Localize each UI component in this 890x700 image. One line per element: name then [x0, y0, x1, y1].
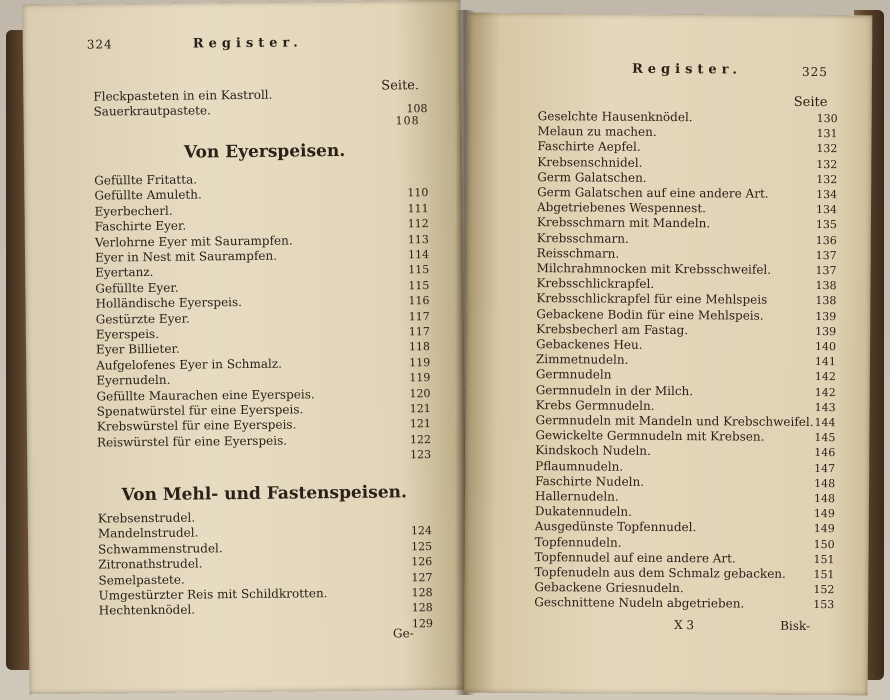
register-entry — [99, 616, 433, 634]
entry-page-number: 142 — [814, 385, 836, 399]
entry-page-number: 142 — [814, 370, 836, 384]
entry-page-number: 153 — [813, 598, 835, 612]
entry-page-number: 115 — [408, 278, 430, 293]
section-title-mehlspeisen: Von Mehl- und Fastenspeisen. — [121, 482, 407, 506]
running-head: Register. — [631, 61, 742, 78]
page-number: 324 — [86, 37, 113, 52]
entry-title: Topfennudel auf eine andere Art. — [534, 549, 736, 566]
entry-title: Zimmetnudeln. — [535, 352, 629, 367]
entry-title: Krebsenstrudel. — [97, 510, 196, 526]
entry-page-number: 134 — [816, 188, 838, 202]
entry-title: Hallernudeln. — [534, 489, 619, 504]
entry-page-number: 138 — [815, 279, 837, 293]
entry-title: Gewickelte Germnudeln mit Krebsen. — [535, 428, 765, 444]
entry-title: Gestürzte Eyer. — [95, 311, 190, 327]
entry-title: Gebackene Griesnudeln. — [534, 580, 684, 596]
entry-page-number: 129 — [411, 616, 433, 631]
column-header: Seite — [793, 94, 828, 111]
entry-page-number: 108 — [406, 102, 428, 116]
entry-title: Zitronathstrudel. — [98, 556, 203, 572]
entry-title: Milchrahmnocken mit Krebsschweifel. — [536, 261, 772, 277]
entry-page-number: 119 — [409, 355, 431, 370]
entry-title: Eyertanz. — [95, 265, 154, 280]
entry-page-number: 139 — [815, 324, 837, 338]
entry-title: Sauerkrautpastete. — [93, 103, 211, 119]
entry-title: Eyer Billieter. — [95, 342, 180, 357]
entry-title: Aufgelofenes Eyer in Schmalz. — [96, 356, 283, 373]
entry-page-number: 134 — [815, 203, 838, 217]
entry-page-number: 128 — [411, 586, 433, 600]
register-entry — [536, 352, 836, 369]
entry-page-number: 135 — [815, 218, 837, 232]
entry-page-number: 149 — [813, 507, 835, 521]
entry-page-number: 130 — [816, 112, 838, 126]
register-entry — [534, 595, 834, 612]
entry-title: Abgetriebenes Wespennest. — [536, 200, 707, 216]
entry-page-number: 126 — [411, 555, 433, 569]
entry-title: Eyerbecherl. — [94, 203, 173, 219]
entry-title: Faschirte Aepfel. — [537, 139, 641, 155]
entry-page-number: 136 — [815, 233, 837, 247]
register-entry — [97, 447, 431, 465]
entry-title: Semelpastete. — [98, 572, 185, 588]
entry-title: Spenatwürstel für eine Eyerspeis. — [96, 402, 304, 419]
entry-title: Melaun zu machen. — [537, 124, 657, 140]
catchword: Ge- — [392, 626, 414, 641]
entry-page-number: 139 — [815, 309, 837, 323]
entry-title: Gebackene Bodin für eine Mehlspeis. — [536, 306, 764, 323]
entry-page-number: 117 — [408, 325, 430, 339]
entry-title: Eyer in Nest mit Saurampfen. — [94, 248, 278, 265]
entry-title: Holländische Eyerspeis. — [95, 295, 243, 311]
signature-mark: X 3 — [674, 618, 695, 633]
entry-page-number: 132 — [816, 157, 838, 171]
entry-title: Germnudeln in der Milch. — [535, 382, 694, 398]
register-entry — [536, 383, 836, 400]
entry-title: Dukatennudeln. — [534, 504, 633, 519]
entry-page-number: 148 — [814, 476, 836, 490]
entry-page-number: 118 — [408, 340, 431, 354]
entry-title: Eyerspeis. — [95, 326, 160, 342]
entry-page-number: 144 — [814, 416, 836, 430]
entry-title: Gebackenes Heu. — [536, 337, 643, 352]
entry-page-number: 145 — [814, 431, 836, 445]
entry-page-number: 125 — [411, 539, 433, 554]
entry-page-number: 140 — [815, 340, 837, 354]
entry-page-number: 138 — [815, 294, 837, 308]
entry-title: Geselchte Hausenknödel. — [537, 109, 693, 125]
entry-page-number: 147 — [814, 461, 836, 475]
entry-page-number: 127 — [411, 570, 433, 584]
entry-page-number: 132 — [816, 142, 838, 156]
entry-page-number: 121 — [409, 402, 431, 416]
left-page — [22, 0, 467, 694]
entry-page-number: 146 — [814, 446, 836, 460]
section-title-eyerspeisen: Von Eyerspeisen. — [183, 140, 346, 163]
entry-title: Gefüllte Fritatta. — [94, 172, 198, 188]
entry-title: Krebswürstel für eine Eyerspeis. — [96, 417, 297, 434]
entry-page-number: 128 — [411, 601, 433, 615]
entry-page-number: 120 — [409, 386, 431, 400]
entry-title: Reisschmarn. — [536, 245, 620, 261]
catchword: Bisk- — [780, 618, 811, 633]
entry-title: Krebsschmarn. — [536, 230, 629, 246]
entry-page-number: 121 — [409, 417, 431, 431]
entry-title: Germ Galatschen auf eine andere Art. — [537, 185, 769, 201]
entry-page-number: 151 — [813, 568, 835, 582]
entry-page-number: 115 — [408, 263, 430, 277]
entry-title: Verlohrne Eyer mit Saurampfen. — [94, 233, 293, 250]
entry-title: Gefüllte Amuleth. — [94, 187, 202, 203]
entry-page-number: 116 — [408, 294, 430, 308]
entry-page-number: 141 — [814, 355, 836, 369]
page-number: 325 — [801, 64, 828, 80]
entry-title: Krebsschmarn mit Mandeln. — [536, 215, 711, 231]
entry-page-number: 148 — [813, 492, 836, 506]
entry-title: Geschnittene Nudeln abgetrieben. — [534, 595, 745, 611]
entry-title: Gefüllte Maurachen eine Eyerspeis. — [96, 386, 315, 404]
register-entry — [536, 322, 836, 339]
entry-page-number: 150 — [813, 537, 835, 551]
entry-title: Kindskoch Nudeln. — [535, 443, 651, 459]
entry-page-number: 137 — [815, 248, 837, 262]
entry-title: Krebsschlickrapfel für eine Mehlspeis — [536, 291, 768, 308]
entry-title: Topfennudeln. — [534, 534, 622, 550]
entry-title: Krebsbecherl am Fastag. — [536, 321, 689, 337]
entry-page-number: 143 — [814, 400, 836, 414]
entry-page-number: 123 — [410, 448, 432, 462]
entry-title: Germnudeln — [535, 367, 612, 382]
entry-page-number: 152 — [813, 583, 835, 597]
entry-page-number: 132 — [816, 172, 838, 186]
register-entry — [536, 398, 836, 415]
right-page — [464, 13, 873, 696]
entry-page-number: 149 — [813, 522, 835, 536]
entry-page-number: 110 — [407, 186, 429, 200]
register-entry — [93, 101, 427, 119]
entry-title: Eyernudeln. — [96, 372, 171, 388]
entry-page-number: 119 — [409, 371, 431, 385]
running-head: Register. — [192, 35, 303, 52]
entry-page-number: 137 — [815, 264, 837, 278]
entry-title: Pflaumnudeln. — [535, 458, 624, 474]
entry-title: Ausgedünste Topfennudel. — [534, 519, 697, 535]
entry-title: Faschirte Eyer. — [94, 218, 187, 234]
entry-title: Germnudeln mit Mandeln und Krebschweifel. — [535, 413, 814, 430]
entry-title: Umgestürzter Reis mit Schildkrotten. — [98, 586, 328, 603]
entry-page-number: 114 — [407, 248, 430, 262]
entry-page-number: 151 — [813, 552, 835, 566]
entry-title: Germ Galatschen. — [537, 169, 647, 185]
register-entry — [536, 367, 836, 384]
entry-title: Faschirte Nudeln. — [535, 473, 645, 489]
entry-page-number: 111 — [407, 201, 429, 216]
entry-page-number: 112 — [407, 217, 429, 231]
entry-page-number: 113 — [407, 232, 429, 246]
entry-page-number: 124 — [410, 524, 433, 538]
entry-title: Gefüllte Eyer. — [95, 280, 179, 296]
entry-title: Topfenudeln aus dem Schmalz gebacken. — [534, 565, 786, 581]
column-header: Seite. — [381, 78, 420, 94]
entry-title: Schwammenstrudel. — [98, 541, 223, 557]
entry-title: Hechtenknödel. — [98, 602, 196, 618]
entry-title: Reiswürstel für eine Eyerspeis. — [96, 433, 288, 450]
entry-title: Fleckpasteten in ein Kastroll. — [93, 87, 273, 104]
entry-title: Krebs Germnudeln. — [535, 397, 655, 413]
entry-title: Krebsenschnidel. — [537, 154, 643, 170]
entry-title: Mandelnstrudel. — [97, 525, 199, 541]
entry-page-number: 131 — [816, 127, 838, 141]
entry-page-number: 122 — [409, 432, 432, 447]
entry-title: Krebsschlickrapfel. — [536, 276, 655, 292]
entry-page-number: 117 — [408, 309, 430, 323]
page-ref: 108 — [395, 114, 420, 128]
